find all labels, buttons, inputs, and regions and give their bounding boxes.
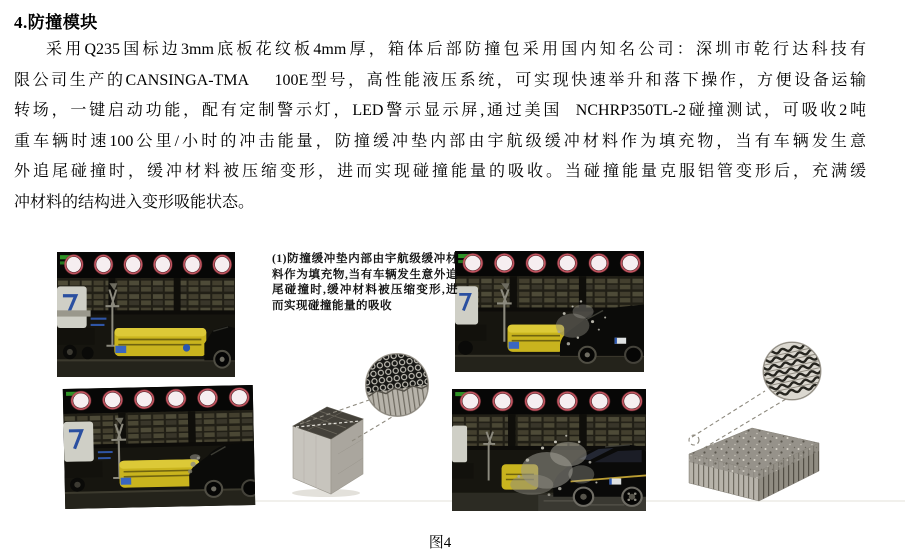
corrugated-magnifier-image: [762, 341, 822, 401]
honeycomb-cube-image: [286, 394, 368, 498]
crash-test-photo-4: [452, 389, 646, 511]
section-heading: 4.防撞模块: [14, 13, 98, 32]
crash-test-photo-1: [57, 252, 235, 377]
crash-test-photo-3: [455, 251, 644, 372]
paragraph-line: 采用Q235国标边3mm底板花纹板4mm厚，箱体后部防撞包采用国内知名公司：深圳市乾行达科技有: [46, 41, 866, 58]
paragraph-line: 冲材料的结构进入变形吸能状态。: [14, 193, 255, 211]
honeycomb-magnifier-image: [364, 352, 430, 418]
crash-test-photo-2: [63, 385, 255, 509]
paragraph-line: 外追尾碰撞时，缓冲材料被压缩变形，进而实现碰撞能量的吸收。当碰撞能量克服铝管变形后，充满缓: [14, 163, 866, 180]
paragraph-line: 重车辆时速100公里/小时的冲击能量，防撞缓冲垫内部由宇航级缓冲材料作为填充物，当有车辆发生意: [14, 132, 866, 150]
figure-caption: 图4: [428, 535, 452, 551]
body-paragraph: [14, 35, 866, 218]
figure-annotation: (1)防撞缓冲垫内部由宇航级缓冲材料作为填充物,当有车辆发生意外追尾碰撞时,缓冲材料被压缩变形,进而实现碰撞能量的吸收: [272, 253, 458, 312]
honeycomb-slab-image: [686, 424, 822, 504]
paragraph-line: 限公司生产的CANSINGA-TMA 100E型号，高性能液压系统，可实现快速举升和落下操作，方便设备运输: [14, 71, 866, 89]
paragraph-line: 转场，一键启动功能，配有定制警示灯，LED警示显示屏,通过美国 NCHRP350TL-2碰撞测试，可吸收2吨: [14, 102, 866, 119]
